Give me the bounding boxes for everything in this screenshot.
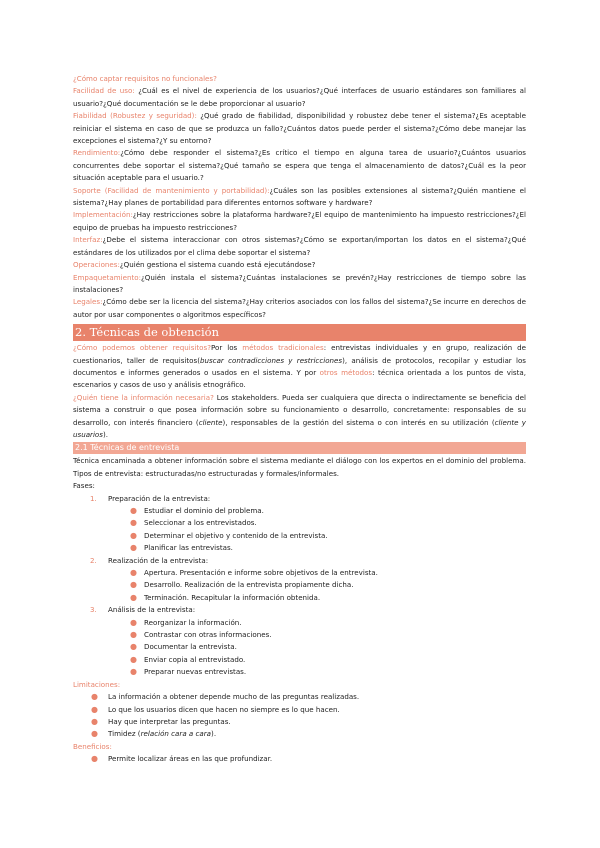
list-item-text: Terminación. Recapitular la información obtenida. <box>144 592 321 602</box>
req-label: Rendimiento: <box>73 148 121 158</box>
list-item-text: Hay que interpretar las preguntas. <box>108 716 231 726</box>
req-label: Fiabilidad (Robustez y seguridad): <box>73 111 197 121</box>
limitations-list <box>73 691 526 741</box>
req-usability <box>73 85 526 110</box>
text-run: ), análisis de protocolos, recopilar y estudiar los documentos e informes generados o usados en el sistema. Y por <box>73 355 526 377</box>
phase-title: Preparación de la entrevista: <box>108 493 211 503</box>
list-item <box>73 641 526 653</box>
list-item <box>73 579 526 591</box>
phase-title: Análisis de la entrevista: <box>108 605 196 615</box>
req-text: ¿Debe el sistema interaccionar con otros sistemas?¿Cómo se exportan/importan los datos en el sistema?¿Qué estándares de los utilizados por el clima debe soportar el sistema? <box>73 235 526 257</box>
question-label: ¿Quién tiene la información necesaria? <box>73 392 214 402</box>
list-item <box>73 753 526 765</box>
list-item <box>73 542 526 554</box>
benefits-list <box>73 753 526 765</box>
req-label: Facilidad de uso: <box>73 86 135 96</box>
bullet-icon: ● <box>130 617 137 627</box>
req-label: Operaciones: <box>73 260 120 270</box>
req-performance <box>73 147 526 184</box>
subsection-heading-interview: 2.1 Técnicas de entrevista <box>73 442 526 454</box>
list-item <box>73 654 526 666</box>
req-support <box>73 185 526 210</box>
text-run: Los stakeholders. Pueda ser cualquiera que directa o indirectamente se beneficia del sistema a construir o que posea información sobre su funcionamiento o desarrollo, concretamente: responsables de su desarrollo, con interés financiero ( <box>73 392 527 427</box>
req-label: Legales: <box>73 297 103 307</box>
italic-run: cliente <box>198 417 223 427</box>
list-item <box>73 666 526 678</box>
bullet-icon: ● <box>130 592 137 602</box>
text-run: : entrevistas individuales y en grupo, realización de cuestionarios, taller de requisitos( <box>73 343 526 365</box>
phase-number: 2. <box>90 555 97 565</box>
list-item-text: Desarrollo. Realización de la entrevista propiamente dicha. <box>144 580 354 590</box>
benefits-label: Beneficios: <box>73 741 112 751</box>
req-text: ¿Cómo debe ser la licencia del sistema?¿Hay criterios asociados con los fallos del sistema?¿Se incurre en derechos de autor por usar componentes o algoritmos específicos? <box>73 297 526 319</box>
text-run: ), responsables de la gestión del sistema o con interés en su utilización ( <box>222 417 495 427</box>
list-item-text: Estudiar el dominio del problema. <box>144 506 264 515</box>
req-text: ¿Cómo debe responder el sistema?¿Es crítico el tiempo en alguna tarea de usuario?¿Cuántos usuarios concurrentes debe soportar el sistema?¿Qué tamaño se espera que tenga el almacenamiento de datos?¿Cuál es la peor situación aceptable para el usuario.? <box>73 148 526 183</box>
list-item-text: Reorganizar la información. <box>144 617 242 627</box>
req-text: ¿Quién instala el sistema?¿Cuántas instalaciones se prevén?¿Hay restricciones de tiempo sobre las instalaciones? <box>73 272 526 294</box>
list-item-text: Planificar las entrevistas. <box>144 543 233 553</box>
bullet-icon: ● <box>130 654 137 664</box>
italic-run: relación cara a cara <box>140 729 212 739</box>
phase-steps <box>73 567 526 604</box>
italic-run: buscar contradicciones y restricciones <box>199 355 343 365</box>
phase-title: Realización de la entrevista: <box>108 555 209 565</box>
bullet-icon: ● <box>91 692 98 702</box>
phase-number: 1. <box>90 493 97 503</box>
bullet-icon: ● <box>130 630 137 640</box>
bullet-icon: ● <box>130 642 137 652</box>
req-text: ¿Quién gestiona el sistema cuando está ejecutándose? <box>119 260 316 270</box>
bullet-icon: ● <box>130 667 137 677</box>
phases-list <box>73 493 526 505</box>
list-item-text: Apertura. Presentación e informe sobre objetivos de la entrevista. <box>144 568 378 578</box>
phases-list <box>73 555 526 567</box>
list-item <box>73 629 526 641</box>
list-item-text: Determinar el objetivo y contenido de la entrevista. <box>144 530 328 540</box>
text-run: ). <box>211 729 217 739</box>
list-item <box>73 691 526 703</box>
text-run: : técnica orientada a los puntos de vista, escenarios y casos de uso y análisis etnográfico. <box>73 367 527 390</box>
phase-number: 3. <box>90 605 97 615</box>
phase-steps <box>73 617 526 679</box>
question-label: ¿Cómo podemos obtener requisitos? <box>73 343 211 353</box>
phase-item <box>73 555 526 567</box>
list-item <box>73 716 526 728</box>
list-item <box>73 505 526 517</box>
bullet-icon: ● <box>91 716 98 726</box>
phase-item <box>73 604 526 616</box>
list-item <box>73 567 526 579</box>
req-text: ¿Qué grado de fiabilidad, disponibilidad y robustez debe tener el sistema?¿Es aceptable reiniciar el sistema en caso de que se produzca un fallo?¿Cuántos datos puede perder el sistema?¿Cómo debe manejar las excepciones el sistema?¿Y su entorno? <box>73 111 526 146</box>
phase-steps <box>73 505 526 555</box>
req-operations <box>73 259 526 271</box>
list-item-text: Documentar la entrevista. <box>144 642 237 652</box>
req-implementation <box>73 209 526 234</box>
list-item <box>73 728 526 740</box>
list-item <box>73 517 526 529</box>
list-item-text: Lo que los usuarios dicen que hacen no siempre es lo que hacen. <box>108 704 340 714</box>
req-reliability <box>73 110 526 147</box>
list-item-text: La información a obtener depende mucho de las preguntas realizadas. <box>108 692 360 702</box>
req-label: Empaquetamiento: <box>73 272 141 282</box>
list-item-text: Contrastar con otras informaciones. <box>144 630 272 640</box>
paragraph-who-has-info <box>73 392 526 442</box>
italic-run: cliente y usuarios <box>73 417 526 439</box>
phase-item <box>73 493 526 505</box>
req-text: ¿Cuál es el nivel de experiencia de los usuarios?¿Qué interfaces de usuario estándares son familiares al usuario?¿Qué documentación se le debe proporcionar al usuario? <box>73 86 526 108</box>
req-interface <box>73 234 526 259</box>
req-text: ¿Hay restricciones sobre la plataforma hardware?¿El equipo de mantenimiento ha impuesto restricciones?¿El equipo de pruebas ha impuesto restricciones? <box>73 210 526 232</box>
req-legal <box>73 296 526 321</box>
bullet-icon: ● <box>130 518 137 528</box>
interview-intro: Técnica encaminada a obtener información sobre el sistema mediante el diálogo con los expertos en el dominio del problema. Tipos de entrevista: estructuradas/no estructuradas y formales/informales. <box>73 456 526 478</box>
text-run: Timidez ( <box>108 729 141 739</box>
bullet-icon: ● <box>91 729 98 739</box>
list-item <box>73 704 526 716</box>
other-methods-label: otros métodos <box>319 367 373 377</box>
list-item <box>73 530 526 542</box>
traditional-methods-label: métodos tradicionales <box>242 343 324 353</box>
bullet-icon: ● <box>130 580 137 590</box>
document-page <box>73 72 526 766</box>
bullet-icon: ● <box>91 754 98 764</box>
section-heading-techniques: 2. Técnicas de obtención <box>73 324 526 341</box>
bullet-icon: ● <box>91 704 98 714</box>
phases-label: Fases: <box>73 481 95 491</box>
req-text: ¿Cuáles son las posibles extensiones al sistema?¿Quién mantiene el sistema?¿Hay planes de portabilidad para diferentes entornos software y hardware? <box>73 185 527 208</box>
list-item-text: Enviar copia al entrevistado. <box>144 654 246 664</box>
req-label: Interfaz: <box>73 235 103 245</box>
bullet-icon: ● <box>130 506 137 515</box>
bullet-icon: ● <box>130 568 137 578</box>
list-item <box>73 617 526 629</box>
req-label: Implementación: <box>73 210 133 220</box>
bullet-icon: ● <box>130 530 137 540</box>
limitations-label: Limitaciones: <box>73 679 121 689</box>
text-run: ). <box>102 429 108 439</box>
phases-list <box>73 604 526 616</box>
req-label: Soporte (Facilidad de mantenimiento y portabilidad): <box>73 185 270 195</box>
list-item <box>73 592 526 604</box>
list-item-text: Seleccionar a los entrevistados. <box>144 518 257 528</box>
list-item-text: Permite localizar áreas en las que profundizar. <box>108 754 273 764</box>
bullet-icon: ● <box>130 543 137 553</box>
req-packaging <box>73 272 526 297</box>
list-item-text: Preparar nuevas entrevistas. <box>144 667 247 677</box>
paragraph-how-obtain <box>73 342 526 392</box>
nonfunctional-requirements-title: ¿Cómo captar requisitos no funcionales? <box>73 74 217 83</box>
text-run: Por los <box>210 343 243 353</box>
